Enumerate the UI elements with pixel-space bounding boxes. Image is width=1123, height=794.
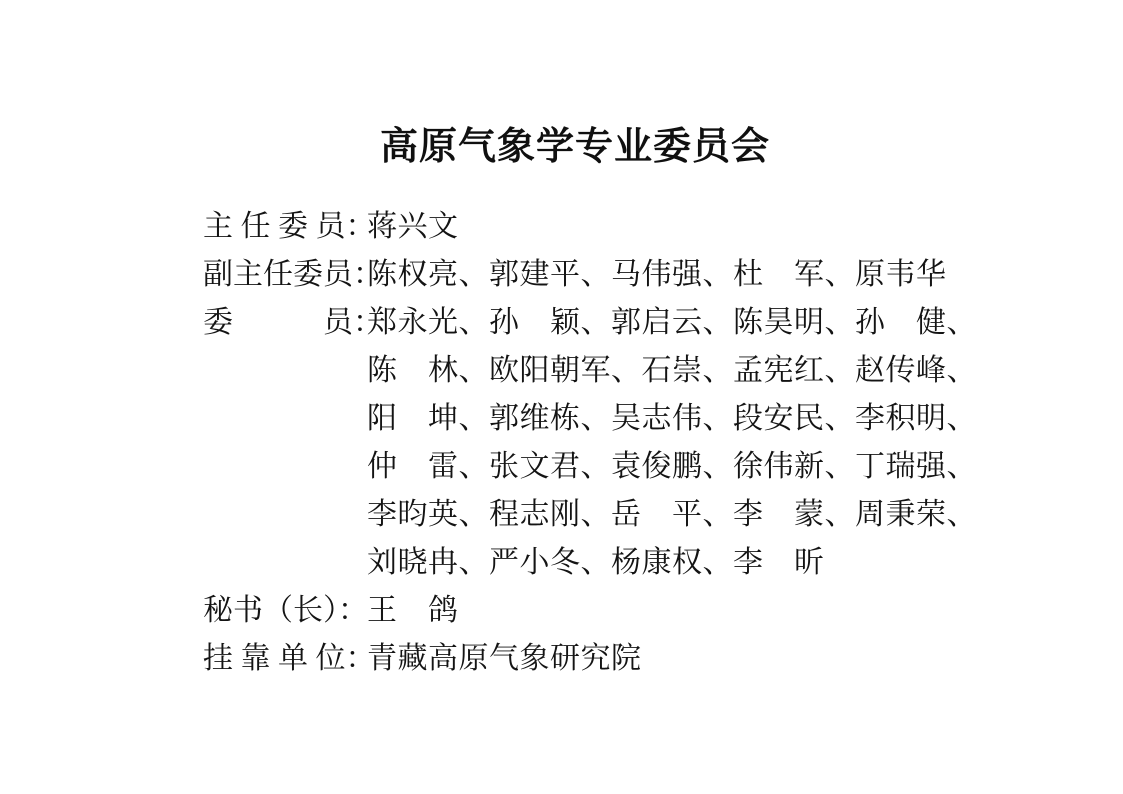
row-secretary [203, 587, 963, 635]
field-value: 阳 坤、郭维栋、吴志伟、段安民、李积明、 [367, 402, 977, 435]
row-members-line-2 [203, 347, 977, 395]
field-value: 李昀英、程志刚、岳 平、李 蒙、周秉荣、 [367, 498, 977, 531]
field-label: 副主任委员： [203, 258, 383, 291]
field-label: 秘书（长）： [203, 594, 368, 627]
page-title: 高原气象学专业委员会 [379, 126, 770, 168]
row-members-line-4 [203, 443, 977, 491]
field-value: 蒋兴文 [367, 210, 459, 243]
field-value: 郑永光、孙 颖、郭启云、陈昊明、孙 健、 [367, 306, 977, 339]
field-label: 主 任 委 员： [203, 210, 376, 243]
row-members-line-5 [203, 491, 977, 539]
row-vice-chief-commissioners [203, 251, 963, 299]
field-label: 挂 靠 单 位： [203, 642, 376, 675]
row-chief-commissioner [203, 203, 963, 251]
field-value: 刘晓冉、严小冬、杨康权、李 昕 [367, 546, 825, 579]
field-value: 陈权亮、郭建平、马伟强、杜 军、原韦华 [367, 258, 947, 291]
field-value: 青藏高原气象研究院 [367, 642, 642, 675]
row-members-line-1 [203, 299, 977, 347]
row-affiliated-organization [203, 635, 963, 683]
field-label: 委 员： [203, 306, 383, 339]
row-members-line-6 [203, 539, 963, 587]
row-members-line-3 [203, 395, 977, 443]
field-value: 王 鸽 [367, 594, 459, 627]
committee-roster [203, 203, 977, 683]
field-value: 陈 林、欧阳朝军、石崇、孟宪红、赵传峰、 [367, 354, 977, 387]
field-value: 仲 雷、张文君、袁俊鹏、徐伟新、丁瑞强、 [367, 450, 977, 483]
